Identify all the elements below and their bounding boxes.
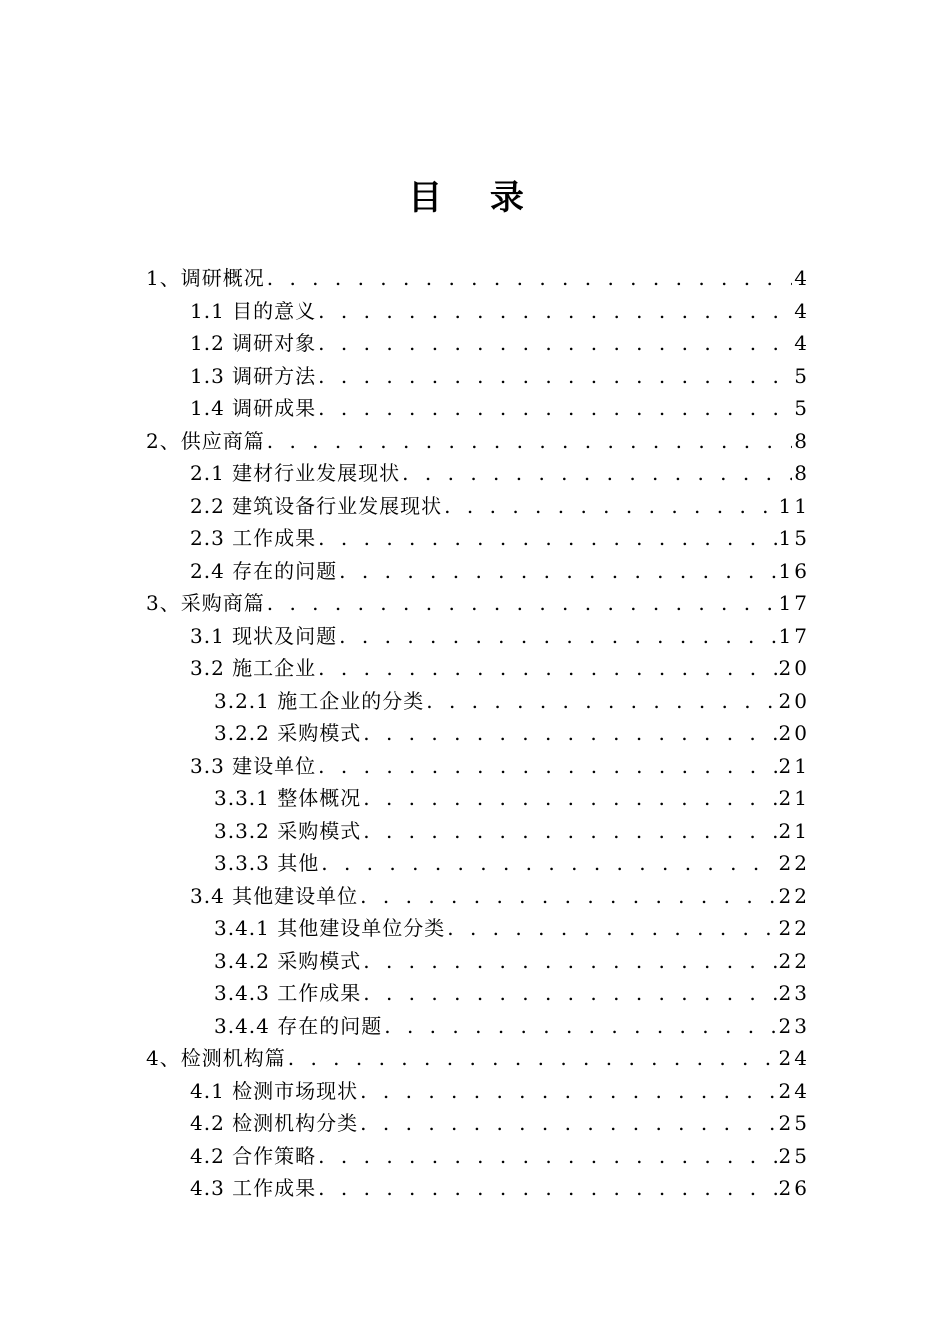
toc-entry-page-number: 15 [778,526,810,550]
toc-entry-label: 4.3 工作成果 [190,1176,317,1200]
table-of-contents [0,262,950,1205]
dot-leader [321,847,776,880]
dot-leader [402,457,792,490]
toc-entry-label: 3.2.1 施工企业的分类 [214,688,425,713]
dot-leader [363,717,776,750]
toc-entry-page-number: 4 [794,298,810,323]
toc-entry[interactable] [0,717,810,750]
toc-entry-label: 3、采购商篇 [146,591,265,615]
toc-entry-page-number: 16 [778,558,810,583]
toc-entry-label: 1.1 目的意义 [190,298,317,323]
toc-title: 目 录 [408,178,542,218]
toc-entry-page-number: 24 [778,1046,810,1070]
toc-entry-label: 1.2 调研对象 [190,331,317,355]
toc-entry-page-number: 22 [778,883,810,908]
dot-leader [318,750,776,783]
toc-entry-label: 3.3 建设单位 [190,753,317,778]
toc-entry-page-number: 20 [778,688,810,713]
toc-entry[interactable] [0,360,810,393]
dot-leader [318,652,776,685]
dot-leader [444,490,776,523]
toc-entry-page-number: 20 [778,656,810,680]
toc-entry[interactable] [0,815,810,848]
toc-entry[interactable] [0,1107,810,1140]
dot-leader [267,587,777,620]
toc-entry-page-number: 22 [778,916,810,940]
dot-leader [318,1172,776,1205]
toc-entry-page-number: 8 [794,461,810,485]
toc-entry-label: 3.3.3 其他 [214,851,320,875]
toc-entry-label: 4、检测机构篇 [146,1046,286,1070]
toc-entry[interactable] [0,750,810,783]
toc-entry[interactable] [0,1172,810,1205]
toc-entry-label: 1.4 调研成果 [190,396,317,420]
toc-entry-label: 3.3.2 采购模式 [214,818,362,843]
toc-entry[interactable] [0,652,810,685]
toc-entry-page-number: 21 [778,753,810,778]
dot-leader [363,977,776,1010]
toc-entry-page-number: 22 [778,851,810,875]
dot-leader [318,327,792,360]
toc-entry[interactable] [0,327,810,360]
toc-entry-label: 3.1 现状及问题 [190,623,338,648]
dot-leader [318,522,776,555]
toc-entry-label: 1、调研概况 [146,266,265,290]
dot-leader [363,782,776,815]
toc-entry-label: 3.3.1 整体概况 [214,786,362,810]
toc-entry-page-number: 4 [794,266,810,290]
toc-entry-page-number: 4 [794,331,810,355]
toc-entry[interactable] [0,490,810,523]
toc-entry-label: 2.4 存在的问题 [190,558,338,583]
dot-leader [339,620,776,653]
toc-entry-page-number: 22 [778,948,810,973]
toc-entry-page-number: 25 [778,1143,810,1168]
dot-leader [360,1075,776,1108]
toc-entry-page-number: 24 [778,1078,810,1103]
toc-entry-label: 4.2 合作策略 [190,1143,317,1168]
toc-entry-page-number: 8 [794,428,810,453]
toc-entry[interactable] [0,295,810,328]
toc-entry-label: 3.4.4 存在的问题 [214,1013,383,1038]
toc-entry-page-number: 17 [778,591,810,615]
toc-entry-label: 2.1 建材行业发展现状 [190,461,401,485]
toc-entry[interactable] [0,555,810,588]
toc-entry[interactable] [0,392,810,425]
toc-entry-label: 4.1 检测市场现状 [190,1078,359,1103]
toc-entry[interactable] [0,522,810,555]
toc-entry-label: 2.3 工作成果 [190,526,317,550]
toc-entry-label: 1.3 调研方法 [190,363,317,388]
dot-leader [288,1042,777,1075]
dot-leader [447,912,776,945]
dot-leader [318,295,792,328]
toc-entry[interactable] [0,977,810,1010]
toc-entry[interactable] [0,1140,810,1173]
toc-entry-label: 3.4.1 其他建设单位分类 [214,916,446,940]
dot-leader [318,392,792,425]
toc-entry-page-number: 25 [778,1111,810,1135]
toc-entry[interactable] [0,457,810,490]
toc-entry[interactable] [0,1075,810,1108]
toc-entry-label: 3.4 其他建设单位 [190,883,359,908]
dot-leader [384,1010,776,1043]
toc-entry[interactable] [0,880,810,913]
dot-leader [360,1107,776,1140]
toc-entry[interactable] [0,847,810,880]
dot-leader [267,425,793,458]
toc-entry-label: 3.2.2 采购模式 [214,721,362,745]
toc-entry-page-number: 20 [778,721,810,745]
toc-entry-label: 4.2 检测机构分类 [190,1111,359,1135]
toc-entry-label: 3.2 施工企业 [190,656,317,680]
toc-entry-page-number: 5 [794,396,810,420]
toc-entry-label: 3.4.2 采购模式 [214,948,362,973]
toc-entry[interactable] [0,912,810,945]
toc-entry-page-number: 21 [778,786,810,810]
toc-entry[interactable] [0,587,810,620]
dot-leader [318,1140,776,1173]
toc-entry-page-number: 5 [794,363,810,388]
dot-leader [363,945,776,978]
dot-leader [360,880,776,913]
dot-leader [426,685,776,718]
toc-entry-page-number: 26 [778,1176,810,1200]
toc-entry-label: 2、供应商篇 [146,428,265,453]
toc-entry[interactable] [0,782,810,815]
toc-entry-page-number: 23 [778,1013,810,1038]
dot-leader [363,815,776,848]
toc-entry-page-number: 11 [778,493,810,518]
toc-entry[interactable] [0,1010,810,1043]
toc-entry[interactable] [0,620,810,653]
toc-entry-page-number: 17 [778,623,810,648]
dot-leader [318,360,792,393]
toc-entry-label: 2.2 建筑设备行业发展现状 [190,493,443,518]
toc-entry[interactable] [0,1042,810,1075]
toc-entry-label: 3.4.3 工作成果 [214,981,362,1005]
dot-leader [267,262,793,295]
toc-entry-page-number: 21 [778,818,810,843]
toc-entry[interactable] [0,425,810,458]
toc-entry[interactable] [0,945,810,978]
toc-entry[interactable] [0,685,810,718]
dot-leader [339,555,776,588]
toc-entry-page-number: 23 [778,981,810,1005]
toc-entry[interactable] [0,262,810,295]
